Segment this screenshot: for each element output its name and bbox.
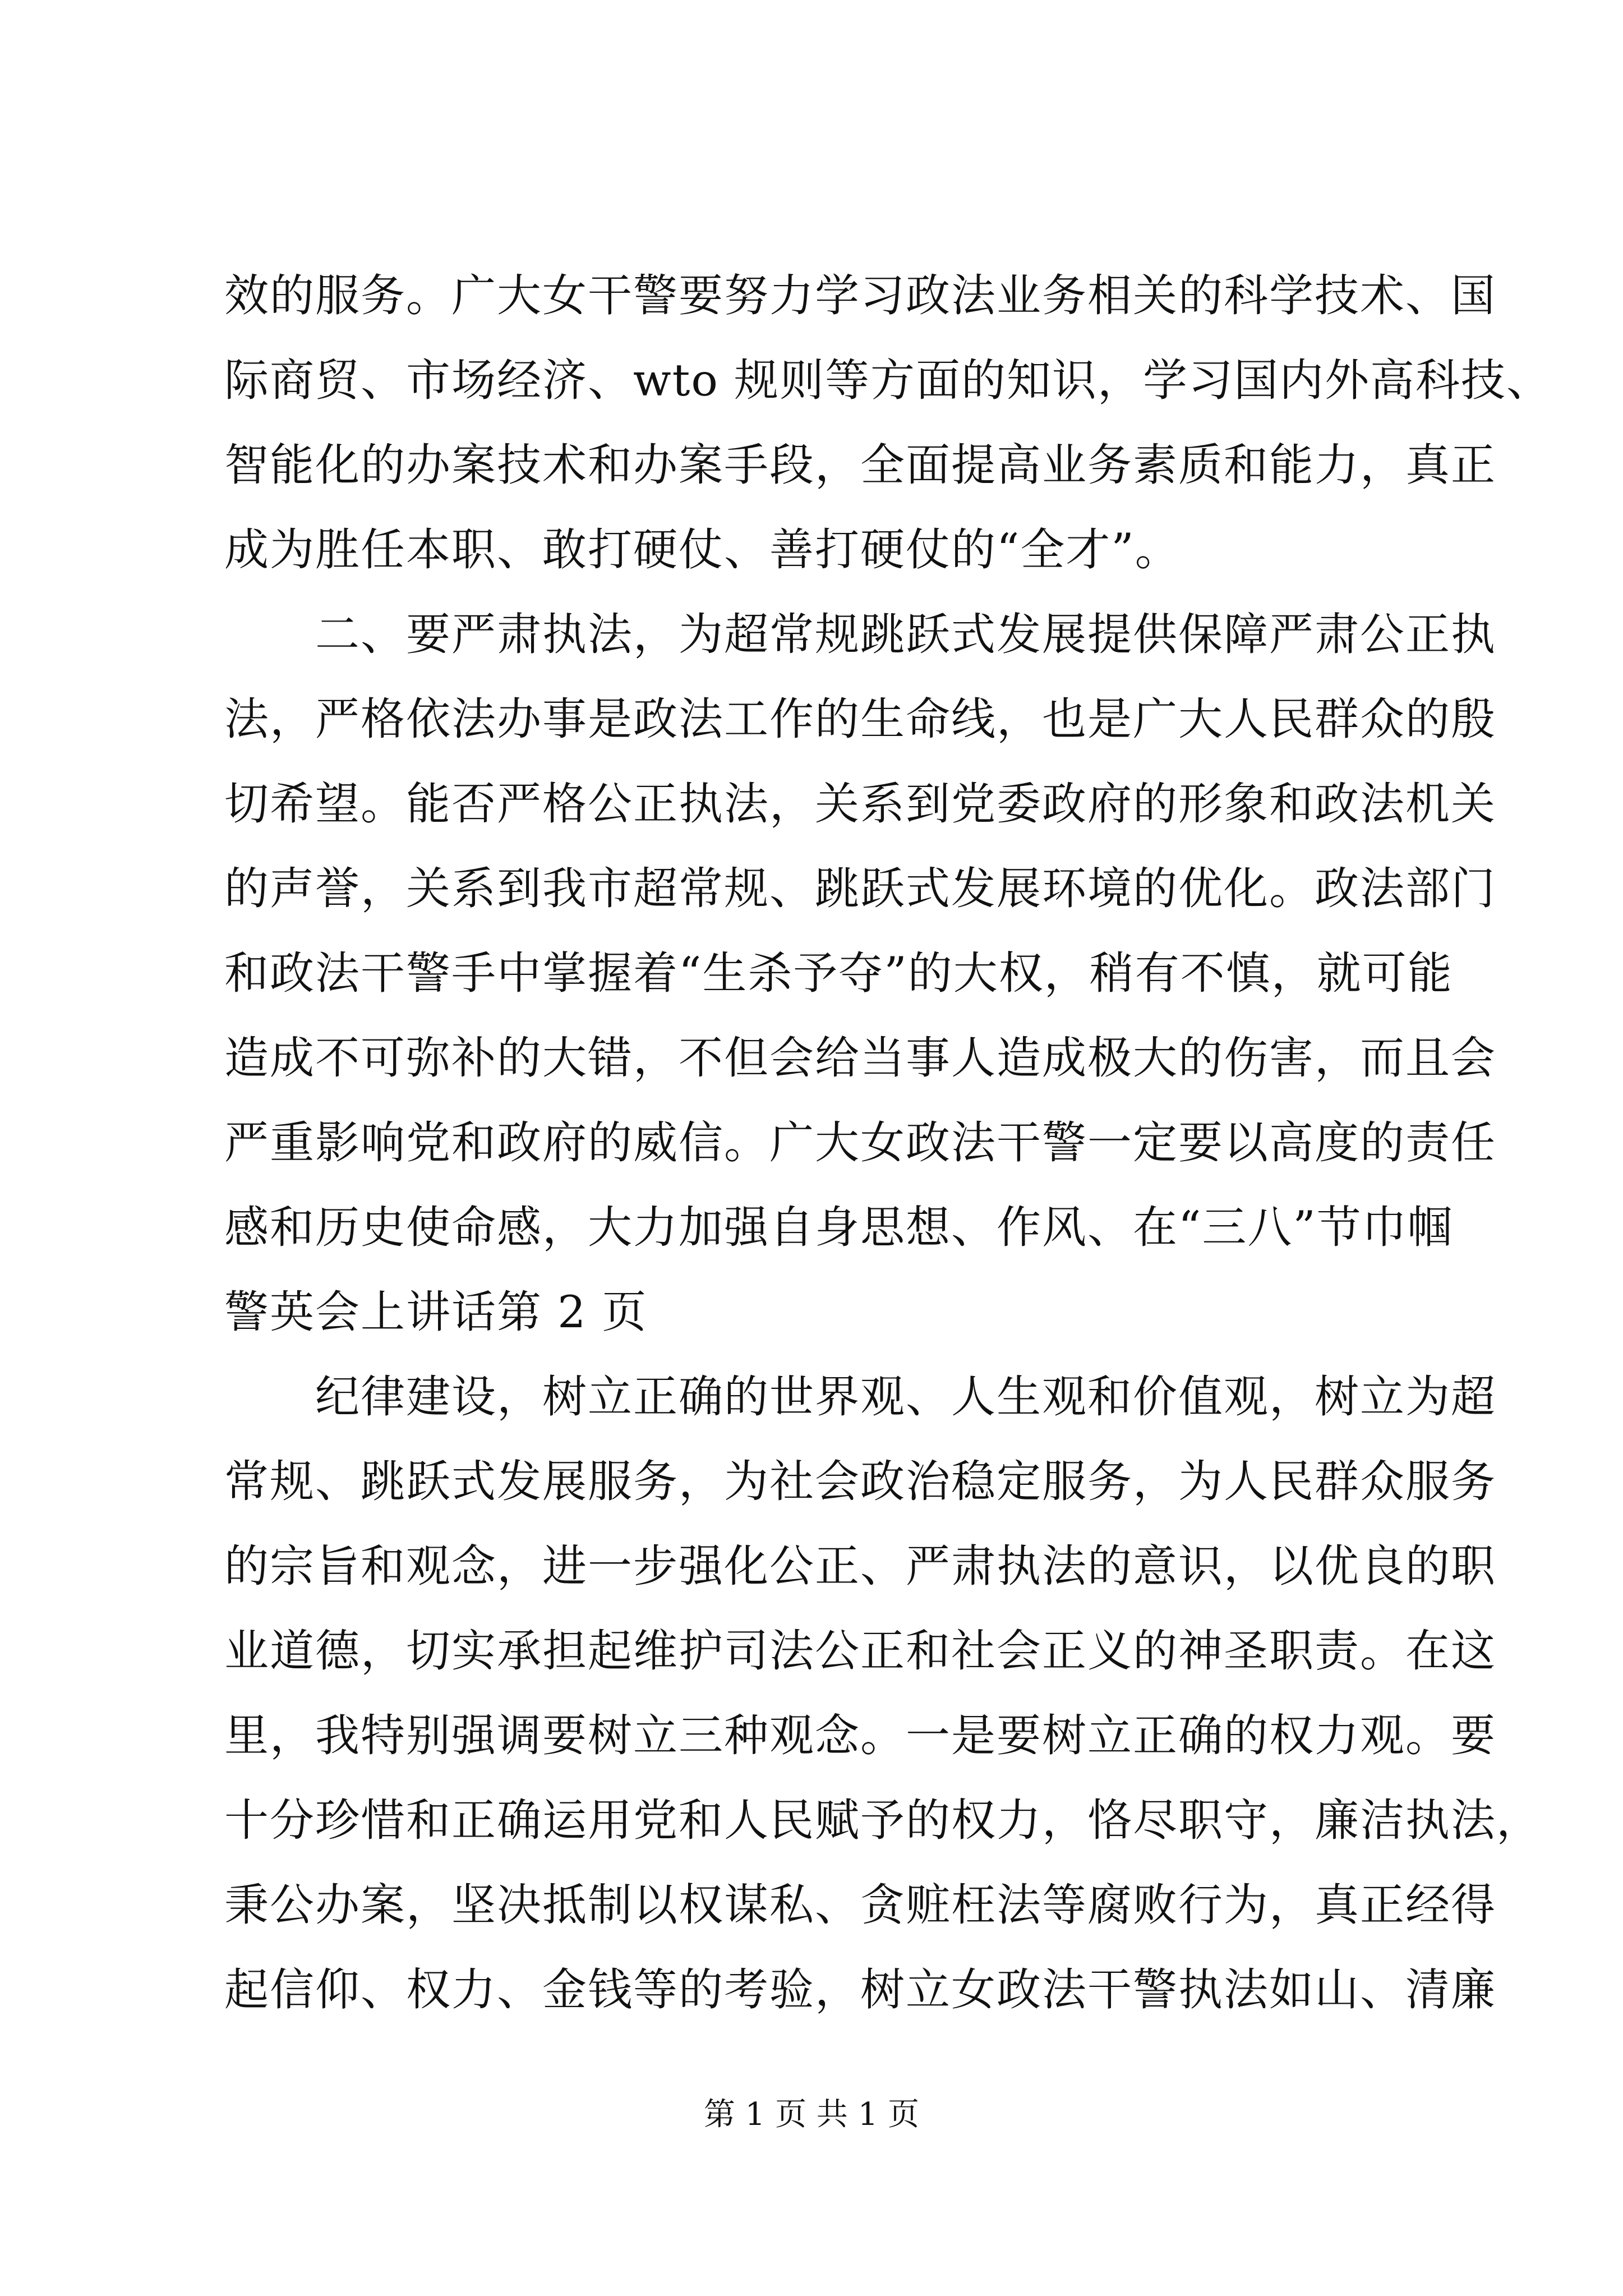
text-line: 警英会上讲话第 2 页 [224, 1286, 648, 1338]
text-line: 效的服务。广大女干警要努力学习政法业务相关的科学技术、国 [224, 270, 1496, 321]
text-line: 的声誉，关系到我市超常规、跳跃式发展环境的优化。政法部门 [224, 863, 1496, 914]
text-line: 和政法干警手中掌握着“生杀予夺”的大权，稍有不慎，就可能 [224, 947, 1453, 999]
text-line: 起信仰、权力、金钱等的考验，树立女政法干警执法如山、清廉 [224, 1964, 1496, 2016]
text-line: 秉公办案，坚决抵制以权谋私、贪赃枉法等腐败行为，真正经得 [224, 1879, 1496, 1931]
text-line: 法，严格依法办事是政法工作的生命线，也是广大人民群众的殷 [224, 693, 1496, 745]
text-line: 感和历史使命感，大力加强自身思想、作风、在“三八”节巾帼 [224, 1202, 1453, 1253]
text-line: 严重影响党和政府的威信。广大女政法干警一定要以高度的责任 [224, 1117, 1496, 1168]
page-footer: 第 1 页 共 1 页 [703, 2096, 920, 2133]
text-line: 常规、跳跃式发展服务，为社会政治稳定服务，为人民群众服务 [224, 1456, 1496, 1507]
text-line: 的宗旨和观念，进一步强化公正、严肃执法的意识，以优良的职 [224, 1540, 1496, 1592]
text-line: 智能化的办案技术和办案手段，全面提高业务素质和能力，真正 [224, 439, 1496, 491]
text-line: 造成不可弥补的大错，不但会给当事人造成极大的伤害，而且会 [224, 1032, 1496, 1084]
text-line: 十分珍惜和正确运用党和人民赋予的权力，恪尽职守，廉洁执法， [224, 1795, 1542, 1846]
text-line: 际商贸、市场经济、wto 规则等方面的知识，学习国内外高科技、 [224, 355, 1552, 406]
text-line: 切希望。能否严格公正执法，关系到党委政府的形象和政法机关 [224, 778, 1496, 830]
text-line: 里，我特别强调要树立三种观念。一是要树立正确的权力观。要 [224, 1710, 1496, 1761]
text-line: 纪律建设，树立正确的世界观、人生观和价值观，树立为超 [224, 1371, 1496, 1423]
text-line: 二、要严肃执法，为超常规跳跃式发展提供保障严肃公正执 [224, 609, 1496, 660]
text-line: 业道德，切实承担起维护司法公正和社会正义的神圣职责。在这 [224, 1625, 1496, 1677]
body-text [224, 254, 1552, 2032]
text-line: 成为胜任本职、敢打硬仗、善打硬仗的“全才”。 [224, 524, 1181, 576]
